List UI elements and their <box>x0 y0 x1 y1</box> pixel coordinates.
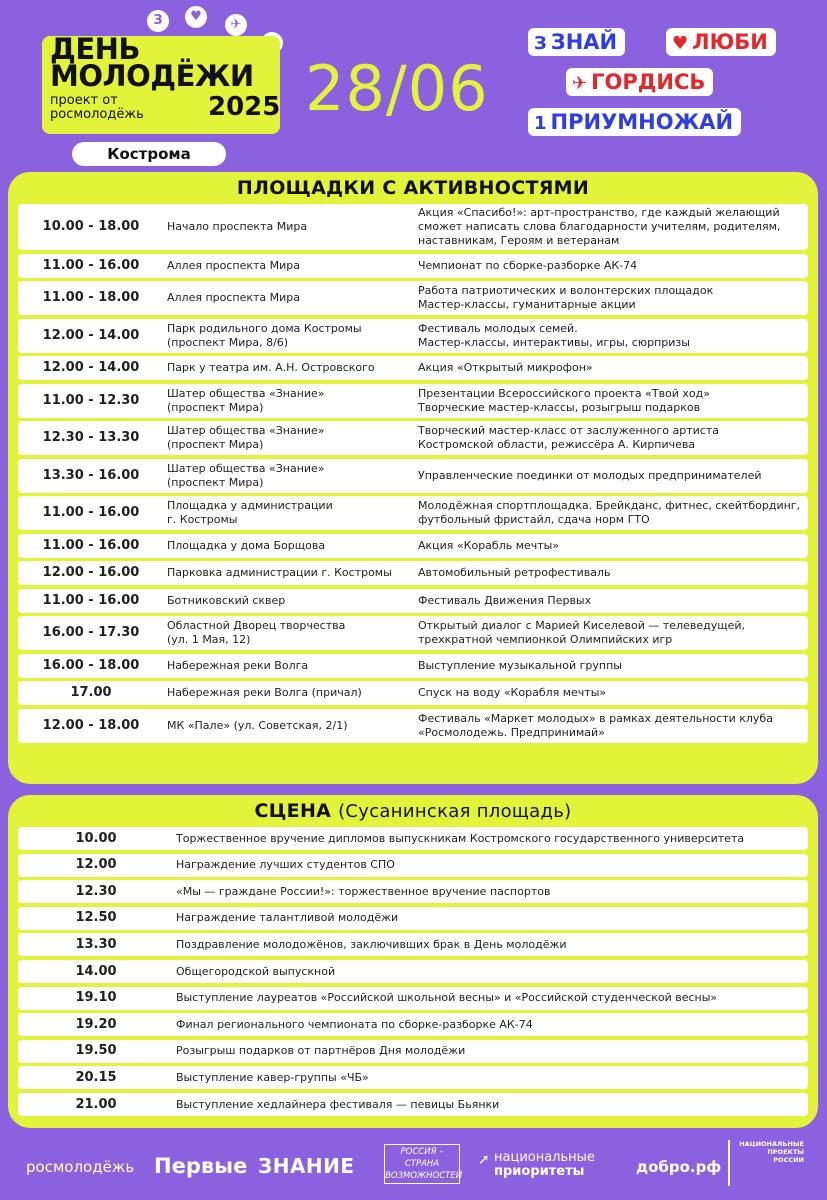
activity-time: 17.00 <box>70 685 112 700</box>
stage-row <box>18 880 808 903</box>
motto-block <box>528 28 808 140</box>
stage-description: Торжественное вручение дипломов выпускникам Костромского государственного университета <box>176 831 745 845</box>
logo-year: 2025 <box>208 92 281 122</box>
stage-row <box>18 907 808 930</box>
activity-row <box>18 356 808 380</box>
activity-row <box>18 254 808 278</box>
activity-description: Автомобильный ретрофестиваль <box>418 566 611 579</box>
stage-time: 12.00 <box>75 857 117 873</box>
stage-description: Выступление хедлайнера фестиваля — певицы Бьянки <box>176 1097 500 1111</box>
stage-row <box>18 1040 808 1063</box>
stage-time: 13.30 <box>75 936 117 952</box>
stage-description: Общегородской выпускной <box>176 964 336 978</box>
stage-row <box>18 1066 808 1089</box>
motto-priumnozhai: 1 ПРИУМНОЖАЙ <box>528 108 741 136</box>
activity-row <box>18 384 808 418</box>
activity-row <box>18 319 808 353</box>
activity-place: Площадка у администрации г. Костромы <box>167 499 333 526</box>
stage-row <box>18 854 808 877</box>
activity-place: Ботниковский сквер <box>167 593 286 607</box>
header <box>0 0 827 170</box>
activity-time: 11.00 - 16.00 <box>42 537 140 553</box>
activity-place: Шатер общества «Знание» (проспект Мира) <box>167 461 325 489</box>
activity-time: 12.00 - 18.00 <box>42 717 140 733</box>
activity-row <box>18 459 808 493</box>
activity-time: 16.00 - 18.00 <box>42 657 140 673</box>
stage-time: 12.50 <box>75 910 117 926</box>
activity-place: Парк родильного дома Костромы (проспект Мира, 8/6) <box>167 321 362 349</box>
national-priorities-logo: национальные приоритеты <box>494 1150 595 1179</box>
event-logo <box>38 9 288 163</box>
city-badge: Кострома <box>72 142 226 166</box>
rosmolodezh-logo: росмолодёжь <box>26 1158 135 1176</box>
activity-description: Фестиваль Движения Первых <box>418 593 592 607</box>
activity-time: 11.00 - 18.00 <box>42 290 140 305</box>
number-one-icon: 1 <box>534 113 547 134</box>
motto-znai: З ЗНАЙ <box>528 28 625 56</box>
dobro-logo: добро.рф <box>636 1158 722 1176</box>
activity-row <box>18 654 808 678</box>
stage-time: 21.00 <box>75 1096 117 1112</box>
event-date: 28/06 <box>305 52 489 125</box>
activity-description: Открытый диалог с Марией Киселевой — телеведущей, трехкратной чемпионкой Олимпийских игр <box>418 619 746 646</box>
activity-row <box>18 534 808 558</box>
stage-row <box>18 987 808 1010</box>
nat-priorities-arrow-icon: ➚ <box>478 1152 490 1168</box>
activity-description: Чемпионат по сборке-разборке АК-74 <box>418 258 638 272</box>
stage-row <box>18 827 808 850</box>
activity-place: Шатер общества «Знание» (проспект Мира) <box>167 386 325 414</box>
logo-subtitle: проект от росмолодёжь <box>50 93 144 122</box>
activity-row <box>18 496 808 530</box>
stage-time: 20.15 <box>75 1069 117 1085</box>
activity-time: 12.00 - 14.00 <box>42 327 140 343</box>
activity-row <box>18 281 808 315</box>
national-projects-logo: НАЦИОНАЛЬНЫЕ ПРОЕКТЫ РОССИИ <box>728 1140 804 1186</box>
stage-description: Поздравление молодожёнов, заключивших брак в День молодёжи <box>176 937 567 951</box>
activity-description: Акция «Корабль мечты» <box>418 538 560 552</box>
stage-description: Выступление лауреатов «Российской школьной весны» и «Российской студенческой весны» <box>176 991 718 1005</box>
motto-gordis: ✈ ГОРДИСЬ <box>566 68 713 96</box>
stage-time: 12.30 <box>75 883 117 899</box>
stage-description: Награждение талантливой молодёжи <box>176 911 399 925</box>
activity-description: Акция «Открытый микрофон» <box>418 361 593 374</box>
activity-place: Начало проспекта Мира <box>167 220 308 233</box>
stage-row <box>18 960 808 983</box>
activity-place: МК «Пале» (ул. Советская, 2/1) <box>167 718 348 732</box>
activity-place: Аллея проспекта Мира <box>167 291 301 304</box>
logo-title: ДЕНЬ МОЛОДЁЖИ <box>50 32 254 93</box>
activity-description: Творческий мастер-класс от заслуженного артиста Костромской области, режиссёра А. Кирпичева <box>418 424 719 451</box>
activity-time: 12.00 - 14.00 <box>42 360 140 375</box>
stage-time: 10.00 <box>75 830 117 846</box>
stage-description: Финал регионального чемпионата по сборке-разборке АК-74 <box>176 1017 533 1031</box>
stage-time: 14.00 <box>75 963 117 979</box>
activity-description: Презентации Всероссийского проекта «Твой ход» Творческие мастер-классы, розыгрыш подарков <box>418 386 710 414</box>
activity-time: 11.00 - 16.00 <box>42 592 140 608</box>
activity-description: Выступление музыкальной группы <box>418 658 622 672</box>
activity-time: 16.00 - 17.30 <box>42 625 140 640</box>
znanie-logo: ЗНАНИЕ <box>258 1154 355 1178</box>
activity-description: Управленческие поединки от молодых предпринимателей <box>418 468 762 482</box>
heart-icon: ♥ <box>672 33 689 54</box>
activity-row <box>18 709 808 743</box>
activity-row <box>18 681 808 705</box>
activity-description: Фестиваль молодых семей. Мастер-классы, интерактивы, игры, сюрпризы <box>418 321 690 349</box>
activities-card <box>8 172 818 784</box>
stage-time: 19.10 <box>75 990 117 1006</box>
partner-logos <box>0 1140 827 1200</box>
activity-row <box>18 204 808 250</box>
plane-icon: ✈ <box>572 73 588 94</box>
activity-row <box>18 589 808 613</box>
stage-description: Награждение лучших студентов СПО <box>176 858 395 872</box>
activity-place: Аллея проспекта Мира <box>167 258 301 272</box>
stage-title: СЦЕНА (Сусанинская площадь) <box>254 800 572 822</box>
pervye-logo: Первые <box>154 1154 248 1178</box>
stage-row <box>18 933 808 956</box>
russia-opportunities-logo: РОССИЯ – СТРАНА ВОЗМОЖНОСТЕЙ <box>384 1144 460 1184</box>
activity-place: Областной Дворец творчества (ул. 1 Мая, 12) <box>167 619 346 646</box>
activity-row <box>18 421 808 455</box>
activity-place: Набережная реки Волга <box>167 658 309 672</box>
stage-row <box>18 1093 808 1116</box>
activity-place: Парк у театра им. А.Н. Островского <box>167 361 375 374</box>
activity-time: 11.00 - 16.00 <box>42 505 140 520</box>
activity-place: Площадка у дома Борщова <box>167 538 326 552</box>
activity-description: Работа патриотических и волонтерских площадок Мастер-классы, гуманитарные акции <box>418 284 714 311</box>
activity-place: Парковка администрации г. Костромы <box>167 566 392 579</box>
activity-time: 12.30 - 13.30 <box>42 430 140 445</box>
stage-time: 19.20 <box>75 1016 117 1032</box>
stage-subtitle: (Сусанинская площадь) <box>338 801 572 822</box>
activity-time: 10.00 - 18.00 <box>42 219 140 234</box>
activity-row <box>18 561 808 585</box>
activity-description: Спуск на воду «Корабля мечты» <box>418 686 607 699</box>
activity-description: Фестиваль «Маркет молодых» в рамках деятельности клуба «Росмолодежь. Предпринимай» <box>418 711 773 739</box>
heart-icon: ♥ <box>185 6 207 28</box>
stage-row <box>18 1013 808 1036</box>
activities-title: ПЛОЩАДКИ С АКТИВНОСТЯМИ <box>236 177 590 199</box>
activity-description: Акция «Спасибо!»: арт-пространство, где каждый желающий сможет написать слова благодарности учителям, родителям, наставникам, Героям и ветеранам <box>418 206 781 247</box>
letter-z-icon: З <box>147 10 169 32</box>
stage-description: Выступление кавер-группы «ЧБ» <box>176 1070 369 1084</box>
activity-time: 11.00 - 16.00 <box>42 257 140 273</box>
stage-description: Розыгрыш подарков от партнёров Дня молодёжи <box>176 1044 466 1058</box>
activity-time: 12.00 - 16.00 <box>42 565 140 580</box>
activity-row <box>18 616 808 650</box>
motto-lyubi: ♥ ЛЮБИ <box>666 28 776 56</box>
letter-z-icon: З <box>534 33 547 54</box>
stage-card <box>8 795 818 1128</box>
activity-time: 13.30 - 16.00 <box>42 467 140 483</box>
activity-place: Набережная реки Волга (причал) <box>167 686 362 699</box>
stage-description: «Мы — граждане России!»: торжественное вручение паспортов <box>176 884 551 898</box>
plane-icon: ✈ <box>225 14 247 36</box>
stage-time: 19.50 <box>75 1043 117 1059</box>
activity-time: 11.00 - 12.30 <box>42 392 140 408</box>
activity-description: Молодёжная спортплощадка. Брейкданс, фитнес, скейтбординг, футбольный фристайл, сдача норм ГТО <box>418 499 801 526</box>
activity-place: Шатер общества «Знание» (проспект Мира) <box>167 424 325 451</box>
